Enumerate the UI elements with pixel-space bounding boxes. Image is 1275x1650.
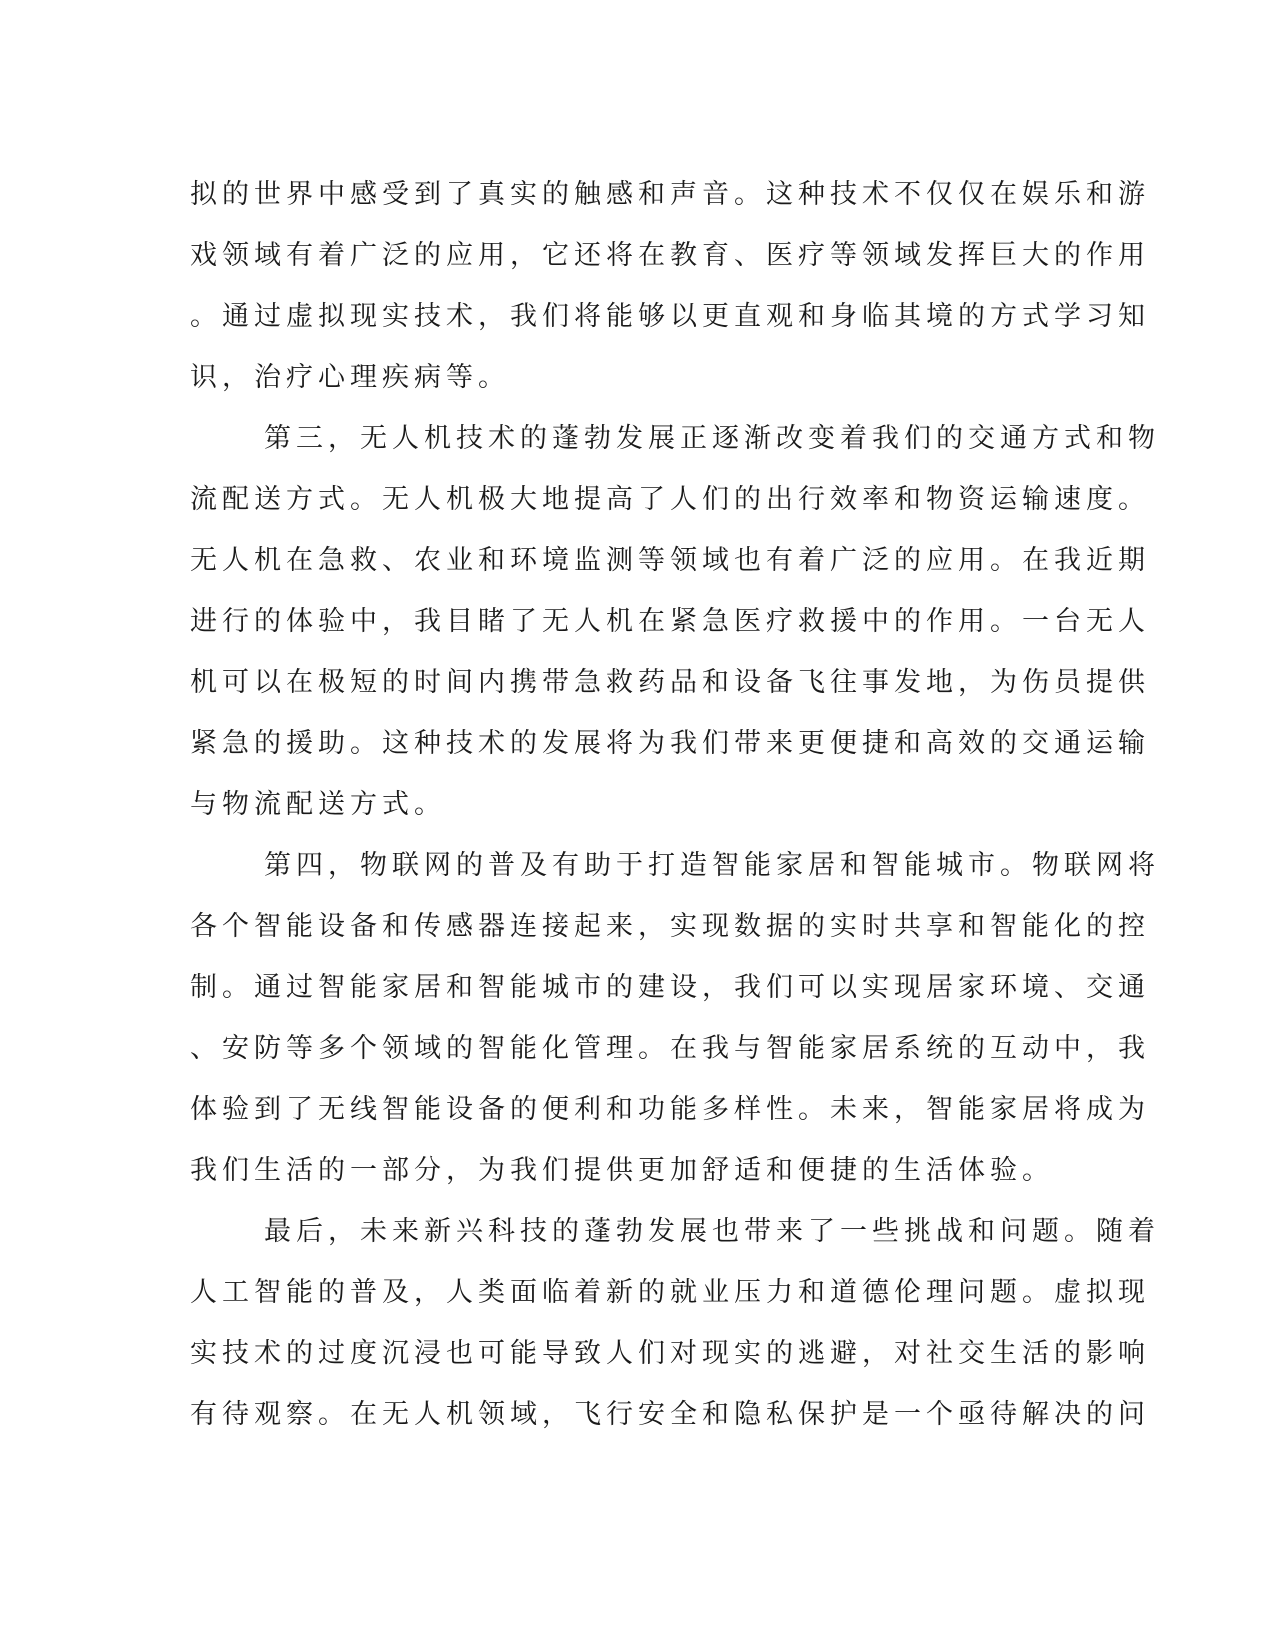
- text-line: 有待观察。在无人机领域，飞行安全和隐私保护是一个亟待解决的问: [190, 1399, 1150, 1430]
- text-line: 第四，物联网的普及有助于打造智能家居和智能城市。物联网将: [264, 850, 1160, 881]
- text-line: 拟的世界中感受到了真实的触感和声音。这种技术不仅仅在娱乐和游: [190, 179, 1150, 210]
- text-line: 最后，未来新兴科技的蓬勃发展也带来了一些挑战和问题。随着: [264, 1216, 1160, 1247]
- text-line: 。通过虚拟现实技术，我们将能够以更直观和身临其境的方式学习知: [190, 301, 1150, 332]
- text-line: 戏领域有着广泛的应用，它还将在教育、医疗等领域发挥巨大的作用: [190, 240, 1150, 271]
- text-line: 我们生活的一部分，为我们提供更加舒适和便捷的生活体验。: [190, 1155, 1054, 1186]
- text-line: 无人机在急救、农业和环境监测等领域也有着广泛的应用。在我近期: [190, 545, 1150, 576]
- text-line: 体验到了无线智能设备的便利和功能多样性。未来，智能家居将成为: [190, 1094, 1150, 1125]
- text-line: 识，治疗心理疾病等。: [190, 362, 510, 393]
- body-text: [190, 164, 1160, 1445]
- text-line: 紧急的援助。这种技术的发展将为我们带来更便捷和高效的交通运输: [190, 728, 1150, 759]
- text-line: 人工智能的普及，人类面临着新的就业压力和道德伦理问题。虚拟现: [190, 1277, 1150, 1308]
- text-line: 与物流配送方式。: [190, 789, 446, 820]
- text-line: 实技术的过度沉浸也可能导致人们对现实的逃避，对社交生活的影响: [190, 1338, 1150, 1369]
- text-line: 制。通过智能家居和智能城市的建设，我们可以实现居家环境、交通: [190, 972, 1150, 1003]
- text-line: 第三，无人机技术的蓬勃发展正逐渐改变着我们的交通方式和物: [264, 423, 1160, 454]
- text-line: 进行的体验中，我目睹了无人机在紧急医疗救援中的作用。一台无人: [190, 606, 1150, 637]
- text-line: 、安防等多个领域的智能化管理。在我与智能家居系统的互动中，我: [190, 1033, 1150, 1064]
- text-line: 各个智能设备和传感器连接起来，实现数据的实时共享和智能化的控: [190, 911, 1150, 942]
- text-line: 机可以在极短的时间内携带急救药品和设备飞往事发地，为伤员提供: [190, 667, 1150, 698]
- text-line: 流配送方式。无人机极大地提高了人们的出行效率和物资运输速度。: [190, 484, 1150, 515]
